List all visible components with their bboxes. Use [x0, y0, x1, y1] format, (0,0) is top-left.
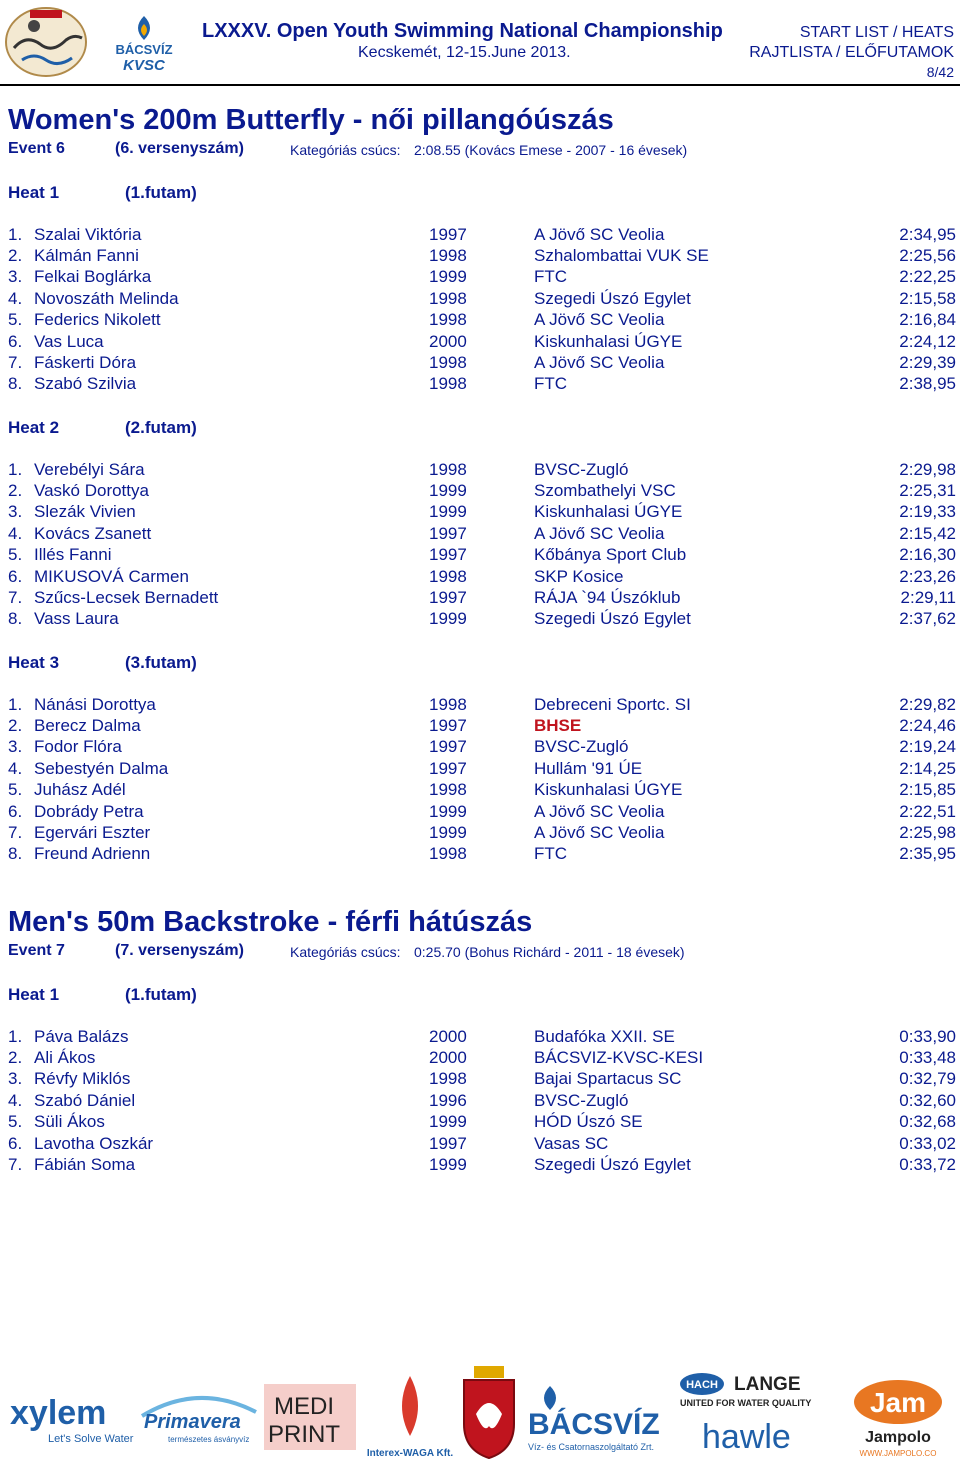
table-row: 7. Szűcs-Lecsek Bernadett 1997 RÁJA `94 Úszóklub 2:29,11 [8, 588, 956, 607]
record-label: Kategóriás csúcs: [290, 944, 401, 960]
event-number: Event 6 [8, 140, 65, 157]
table-row: 3. Fodor Flóra 1997 BVSC-Zugló 2:19,24 [8, 737, 956, 756]
heat-header [8, 985, 608, 1005]
event-title: Men's 50m Backstroke - férfi hátúszás [8, 906, 533, 938]
start-list-title-hu: RAJTLISTA / ELŐFUTAMOK [749, 44, 954, 61]
bacsviz-kvsc-logo [104, 14, 184, 74]
heat-label-hu: (1.futam) [125, 985, 197, 1004]
table-row: 2. Ali Ákos 2000 BÁCSVIZ-KVSC-KESI 0:33,48 [8, 1048, 956, 1067]
start-list-title: START LIST / HEATS [799, 24, 954, 41]
table-row: 5. Süli Ákos 1999 HÓD Úszó SE 0:32,68 [8, 1112, 956, 1131]
page-number: 8/42 [926, 64, 954, 80]
svg-text:Víz- és Csatornaszolgáltató Zr: Víz- és Csatornaszolgáltató Zrt. [528, 1442, 655, 1452]
record-label: Kategóriás csúcs: [290, 142, 401, 158]
jampolo-logo [846, 1374, 950, 1460]
svg-text:xylem: xylem [10, 1394, 107, 1432]
table-row: 2. Vaskó Dorottya 1999 Szombathelyi VSC 2:25,31 [8, 481, 956, 500]
table-row: 2. Berecz Dalma 1997 BHSE 2:24,46 [8, 716, 956, 735]
club-highlight: BHSE [534, 716, 582, 735]
table-row: 3. Felkai Boglárka 1999 FTC 2:22,25 [8, 267, 956, 286]
svg-text:PRINT: PRINT [268, 1421, 340, 1448]
event-title: Women's 200m Butterfly - női pillangóúszás [8, 104, 614, 136]
table-row: 4. Szabó Dániel 1996 BVSC-Zugló 0:32,60 [8, 1091, 956, 1110]
svg-text:KVSC: KVSC [123, 57, 165, 74]
table-row: 5. Federics Nikolett 1998 A Jövő SC Veolia 2:16,84 [8, 310, 956, 329]
svg-text:WWW.JAMPOLO.CO: WWW.JAMPOLO.CO [859, 1449, 937, 1458]
table-row: 5. Illés Fanni 1997 Kőbánya Sport Club 2:16,30 [8, 545, 956, 564]
table-row: 1. Szalai Viktória 1997 A Jövő SC Veolia 2:34,95 [8, 225, 956, 244]
heat-label-hu: (1.futam) [125, 183, 197, 202]
bacsviz-sponsor-logo [524, 1384, 672, 1454]
svg-text:HACH: HACH [686, 1379, 718, 1391]
category-record: 0:25.70 (Bohus Richárd - 2011 - 18 évesek) [414, 944, 685, 960]
event-number-hu: (6. versenyszám) [115, 140, 244, 157]
heat-label: Heat 2 [8, 418, 60, 437]
table-row: 2. Kálmán Fanni 1998 Szhalombattai VUK SE 2:25,56 [8, 246, 956, 265]
championship-title: LXXXV. Open Youth Swimming National Championship [202, 20, 723, 42]
table-row: 8. Freund Adrienn 1998 FTC 2:35,95 [8, 844, 956, 863]
hach-lange-hawle-logo [676, 1370, 842, 1460]
svg-text:LANGE: LANGE [734, 1374, 801, 1395]
primavera-logo [138, 1386, 260, 1446]
table-row: 1. Verebélyi Sára 1998 BVSC-Zugló 2:29,98 [8, 460, 956, 479]
interex-waga-logo [364, 1370, 456, 1462]
svg-text:Interex-WAGA Kft.: Interex-WAGA Kft. [366, 1448, 454, 1459]
table-row: 7. Egervári Eszter 1999 A Jövő SC Veolia 2:25,98 [8, 823, 956, 842]
kecskemet-coat-of-arms-icon [458, 1364, 520, 1462]
event-number: Event 7 [8, 942, 65, 959]
heat-label: Heat 1 [8, 183, 60, 202]
table-row: 3. Slezák Vivien 1999 Kiskunhalasi ÚGYE 2:19,33 [8, 502, 956, 521]
table-row: 7. Fábián Soma 1999 Szegedi Úszó Egylet 0:33,72 [8, 1155, 956, 1174]
table-row: 8. Vass Laura 1999 Szegedi Úszó Egylet 2:37,62 [8, 609, 956, 628]
heat-label: Heat 1 [8, 985, 60, 1004]
svg-text:UNITED FOR WATER QUALITY: UNITED FOR WATER QUALITY [680, 1398, 812, 1408]
table-row: 6. Vas Luca 2000 Kiskunhalasi ÚGYE 2:24,12 [8, 332, 956, 351]
table-row: 6. Dobrády Petra 1999 A Jövő SC Veolia 2:22,51 [8, 802, 956, 821]
xylem-logo [8, 1386, 136, 1446]
event-info-line [8, 140, 958, 160]
heat-label: Heat 3 [8, 653, 60, 672]
page-header [0, 0, 960, 90]
medi-print-logo [262, 1382, 358, 1452]
sponsor-logos [0, 1364, 960, 1463]
table-row: 5. Juhász Adél 1998 Kiskunhalasi ÚGYE 2:15,85 [8, 780, 956, 799]
svg-text:BÁCSVÍZ: BÁCSVÍZ [528, 1408, 660, 1441]
svg-text:Primavera: Primavera [144, 1411, 241, 1433]
category-record: 2:08.55 (Kovács Emese - 2007 - 16 évesek) [414, 142, 688, 158]
swimming-federation-logo [4, 4, 88, 80]
svg-text:Let's Solve Water: Let's Solve Water [48, 1433, 134, 1445]
heat-header [8, 653, 608, 673]
table-row: 1. Páva Balázs 2000 Budafóka XXII. SE 0:33,90 [8, 1027, 956, 1046]
championship-place-date: Kecskemét, 12-15.June 2013. [358, 44, 571, 61]
table-row: 4. Sebestyén Dalma 1997 Hullám '91 ÚE 2:14,25 [8, 759, 956, 778]
event-info-line [8, 942, 958, 962]
svg-text:MEDI: MEDI [274, 1393, 334, 1420]
table-row: 7. Fáskerti Dóra 1998 A Jövő SC Veolia 2:29,39 [8, 353, 956, 372]
heat-label-hu: (2.futam) [125, 418, 197, 437]
event-number-hu: (7. versenyszám) [115, 942, 244, 959]
table-row: 6. MIKUSOVÁ Carmen 1998 SKP Kosice 2:23,26 [8, 567, 956, 586]
svg-text:BÁCSVÍZ: BÁCSVÍZ [115, 42, 173, 57]
table-row: 8. Szabó Szilvia 1998 FTC 2:38,95 [8, 374, 956, 393]
svg-text:Jam: Jam [869, 1387, 927, 1418]
header-divider [0, 84, 960, 86]
svg-text:természetes ásványvíz: természetes ásványvíz [168, 1435, 250, 1444]
heat-label-hu: (3.futam) [125, 653, 197, 672]
table-row: 4. Kovács Zsanett 1997 A Jövő SC Veolia 2:15,42 [8, 524, 956, 543]
svg-text:Jampolo: Jampolo [865, 1429, 931, 1446]
svg-text:hawle: hawle [702, 1418, 791, 1456]
heat-header [8, 183, 608, 203]
heat-header [8, 418, 608, 438]
table-row: 4. Novoszáth Melinda 1998 Szegedi Úszó Egylet 2:15,58 [8, 289, 956, 308]
table-row: 3. Révfy Miklós 1998 Bajai Spartacus SC 0:32,79 [8, 1069, 956, 1088]
table-row: 1. Nánási Dorottya 1998 Debreceni Sportc. SI 2:29,82 [8, 695, 956, 714]
table-row: 6. Lavotha Oszkár 1997 Vasas SC 0:33,02 [8, 1134, 956, 1153]
